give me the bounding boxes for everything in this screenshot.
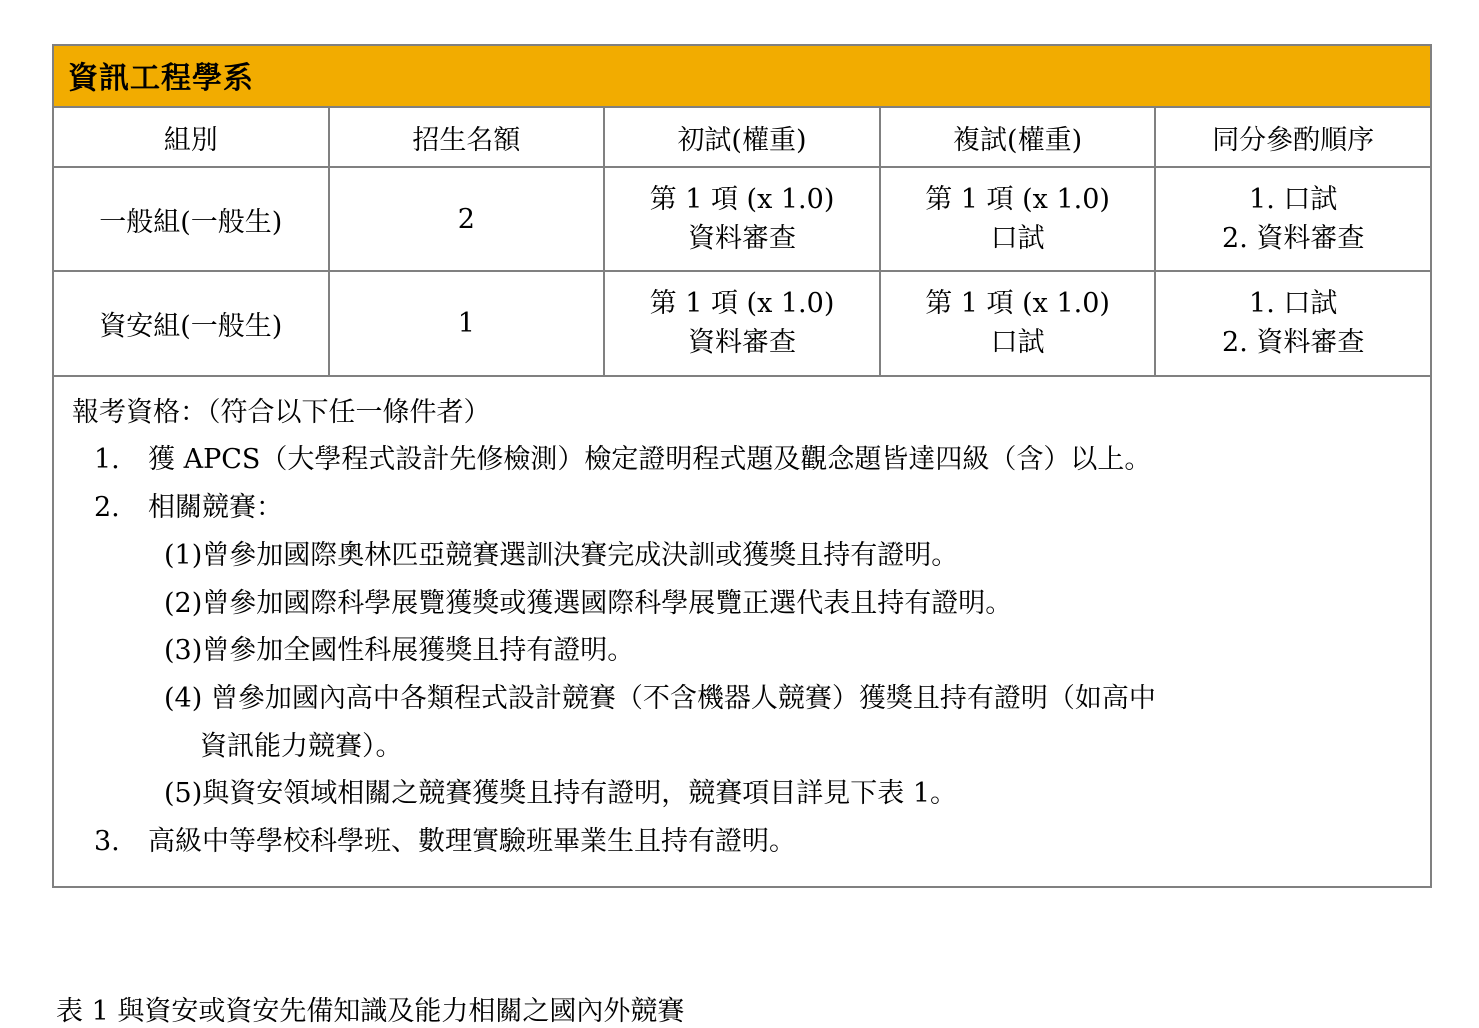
- column-header-second-exam: 複試(權重): [880, 107, 1156, 167]
- cell-tiebreak-line1: 1. 口試: [1249, 288, 1338, 320]
- qualification-subitem-5: (5)與資安領域相關之競賽獲獎且持有證明，競賽項目詳見下表 1。: [164, 778, 958, 810]
- cell-first-exam-line1: 第 1 項 (x 1.0): [649, 288, 835, 320]
- qualification-item-3-text: 高級中等學校科學班、數理實驗班畢業生且持有證明。: [148, 826, 796, 858]
- cell-second-exam-line1: 第 1 項 (x 1.0): [925, 288, 1110, 320]
- table-row-qualification: [53, 376, 1431, 887]
- qualification-item-1-text: 獲 APCS（大學程式設計先修檢測）檢定證明程式題及觀念題皆達四級（含）以上。: [148, 444, 1152, 476]
- column-header-tiebreak: 同分參酌順序: [1155, 107, 1431, 167]
- cell-quota: 1: [329, 271, 605, 375]
- qualification-item-2-text: 相關競賽：: [148, 492, 283, 524]
- qualification-item-3-number: 3.: [94, 826, 120, 858]
- cell-second-exam: [880, 271, 1156, 375]
- qualification-item-2-number: 2.: [94, 492, 120, 524]
- table-row-header: [53, 107, 1431, 167]
- cell-first-exam-line2: 資料審查: [687, 327, 796, 359]
- cell-group: 資安組(一般生): [53, 271, 329, 375]
- qualification-subitem-2: (2)曾參加國際科學展覽獲獎或獲選國際科學展覽正選代表且持有證明。: [164, 587, 1013, 619]
- qualification-subitem-3: (3)曾參加全國性科展獲獎且持有證明。: [164, 635, 635, 667]
- cell-tiebreak-line2: 2. 資料審查: [1222, 223, 1365, 255]
- qualification-item-1-number: 1.: [94, 444, 120, 476]
- cell-group: 一般組(一般生): [53, 167, 329, 271]
- cell-tiebreak: [1155, 167, 1431, 271]
- column-header-quota: 招生名額: [329, 107, 605, 167]
- qualification-item-2: [94, 486, 1410, 530]
- cell-first-exam: [604, 167, 880, 271]
- cell-second-exam: [880, 167, 1156, 271]
- column-header-group: 組別: [53, 107, 329, 167]
- table1-caption: 表 1 與資安或資安先備知識及能力相關之國內外競賽: [56, 996, 685, 1027]
- table1-caption-wrapper: [52, 975, 1432, 1028]
- qualification-subitem-4: (4) 曾參加國內高中各類程式設計競賽（不含機器人競賽）獲獎且持有證明（如高中: [164, 682, 1156, 714]
- cell-tiebreak-line2: 2. 資料審查: [1222, 327, 1365, 359]
- cell-tiebreak-line1: 1. 口試: [1249, 184, 1338, 215]
- qualification-subitem-4-continued-text: 資訊能力競賽）。: [200, 730, 403, 762]
- cell-first-exam: [604, 271, 880, 375]
- qualification-subitem-1: (1)曾參加國際奧林匹亞競賽選訓決賽完成決訓或獲獎且持有證明。: [164, 539, 959, 571]
- table-row-department: [53, 45, 1431, 107]
- table-row: [53, 167, 1431, 271]
- qualification-item-3: [94, 820, 1410, 864]
- column-header-first-exam: 初試(權重): [604, 107, 880, 167]
- cell-second-exam-line2: 口試: [990, 223, 1045, 255]
- qualification-subitem-4-continued: [164, 725, 1410, 769]
- qualification-title: 報考資格：（符合以下任一條件者）: [72, 396, 491, 428]
- department-header: 資訊工程學系: [53, 45, 1431, 107]
- cell-quota: 2: [329, 167, 605, 271]
- cell-tiebreak: [1155, 271, 1431, 375]
- cell-first-exam-line1: 第 1 項 (x 1.0): [649, 184, 835, 215]
- cell-second-exam-line2: 口試: [990, 327, 1045, 359]
- cell-first-exam-line2: 資料審查: [687, 223, 796, 255]
- table-row: [53, 271, 1431, 375]
- cell-second-exam-line1: 第 1 項 (x 1.0): [925, 184, 1110, 215]
- admission-table: [52, 44, 1432, 888]
- qualification-cell: [53, 376, 1431, 887]
- qualification-item-1: [94, 438, 1410, 482]
